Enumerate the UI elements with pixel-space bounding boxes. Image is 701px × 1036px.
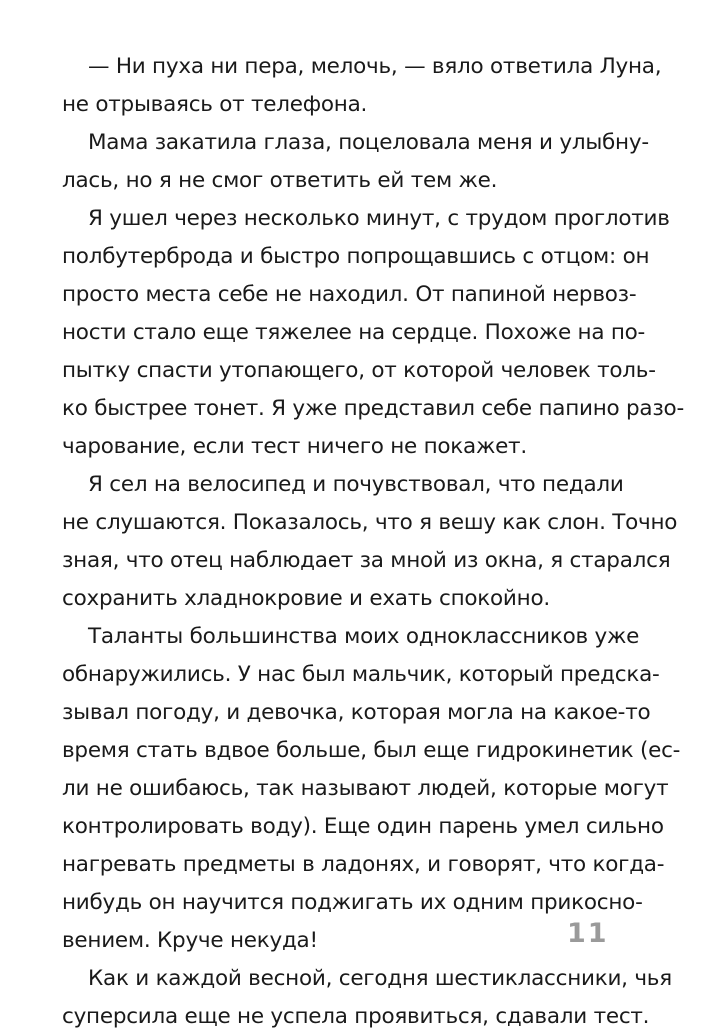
paragraph [62,48,662,124]
page-number: 11 [567,918,609,949]
text-line: обнаружились. У нас был мальчик, который предска- [62,662,660,687]
text-line: — Ни пуха ни пера, мелочь, — вяло ответила Луна, [88,54,662,79]
text-line: нагревать предметы в ладонях, и говорят, что когда- [62,852,665,877]
text-line: суперсила еще не успела проявиться, сдавали тест. [62,1004,650,1029]
text-line: ности стало еще тяжелее на сердце. Похоже на по- [62,320,646,345]
text-line: ко быстрее тонет. Я уже представил себе папино разо- [62,396,684,421]
text-line: Таланты большинства моих одноклассников уже [88,624,640,649]
text-line: Я сел на велосипед и почувствовал, что педали [88,472,624,497]
text-line: чарование, если тест ничего не покажет. [62,434,527,459]
paragraph [62,466,678,618]
paragraph [62,960,672,1036]
text-line: контролировать воду). Еще один парень умел сильно [62,814,664,839]
text-line: Как и каждой весной, сегодня шестиклассники, чья [88,966,672,991]
text-line: Я ушел через несколько минут, с трудом проглотив [88,206,670,231]
text-line: полбутерброда и быстро попрощавшись с отцом: он [62,244,650,269]
text-line: зывал погоду, и девочка, которая могла на какое-то [62,700,651,725]
text-line: зная, что отец наблюдает за мной из окна, я старался [62,548,671,573]
text-line: не отрываясь от телефона. [62,92,368,117]
text-line: время стать вдвое больше, был еще гидрокинетик (ес- [62,738,681,763]
text-line: нибудь он научится поджигать их одним прикосно- [62,890,643,915]
paragraph [62,618,681,960]
text-line: не слушаются. Показалось, что я вешу как слон. Точно [62,510,678,535]
paragraph [62,200,684,466]
text-line: Мама закатила глаза, поцеловала меня и улыбну- [88,130,649,155]
paragraph [62,124,649,200]
body-text [62,48,684,1036]
text-line: пытку спасти утопающего, от которой человек толь- [62,358,656,383]
text-line: просто места себе не находил. От папиной нервоз- [62,282,637,307]
text-line: лась, но я не смог ответить ей тем же. [62,168,498,193]
text-line: вением. Круче некуда! [62,928,318,953]
text-line: сохранить хладнокровие и ехать спокойно. [62,586,550,611]
text-line: ли не ошибаюсь, так называют людей, которые могут [62,776,669,801]
